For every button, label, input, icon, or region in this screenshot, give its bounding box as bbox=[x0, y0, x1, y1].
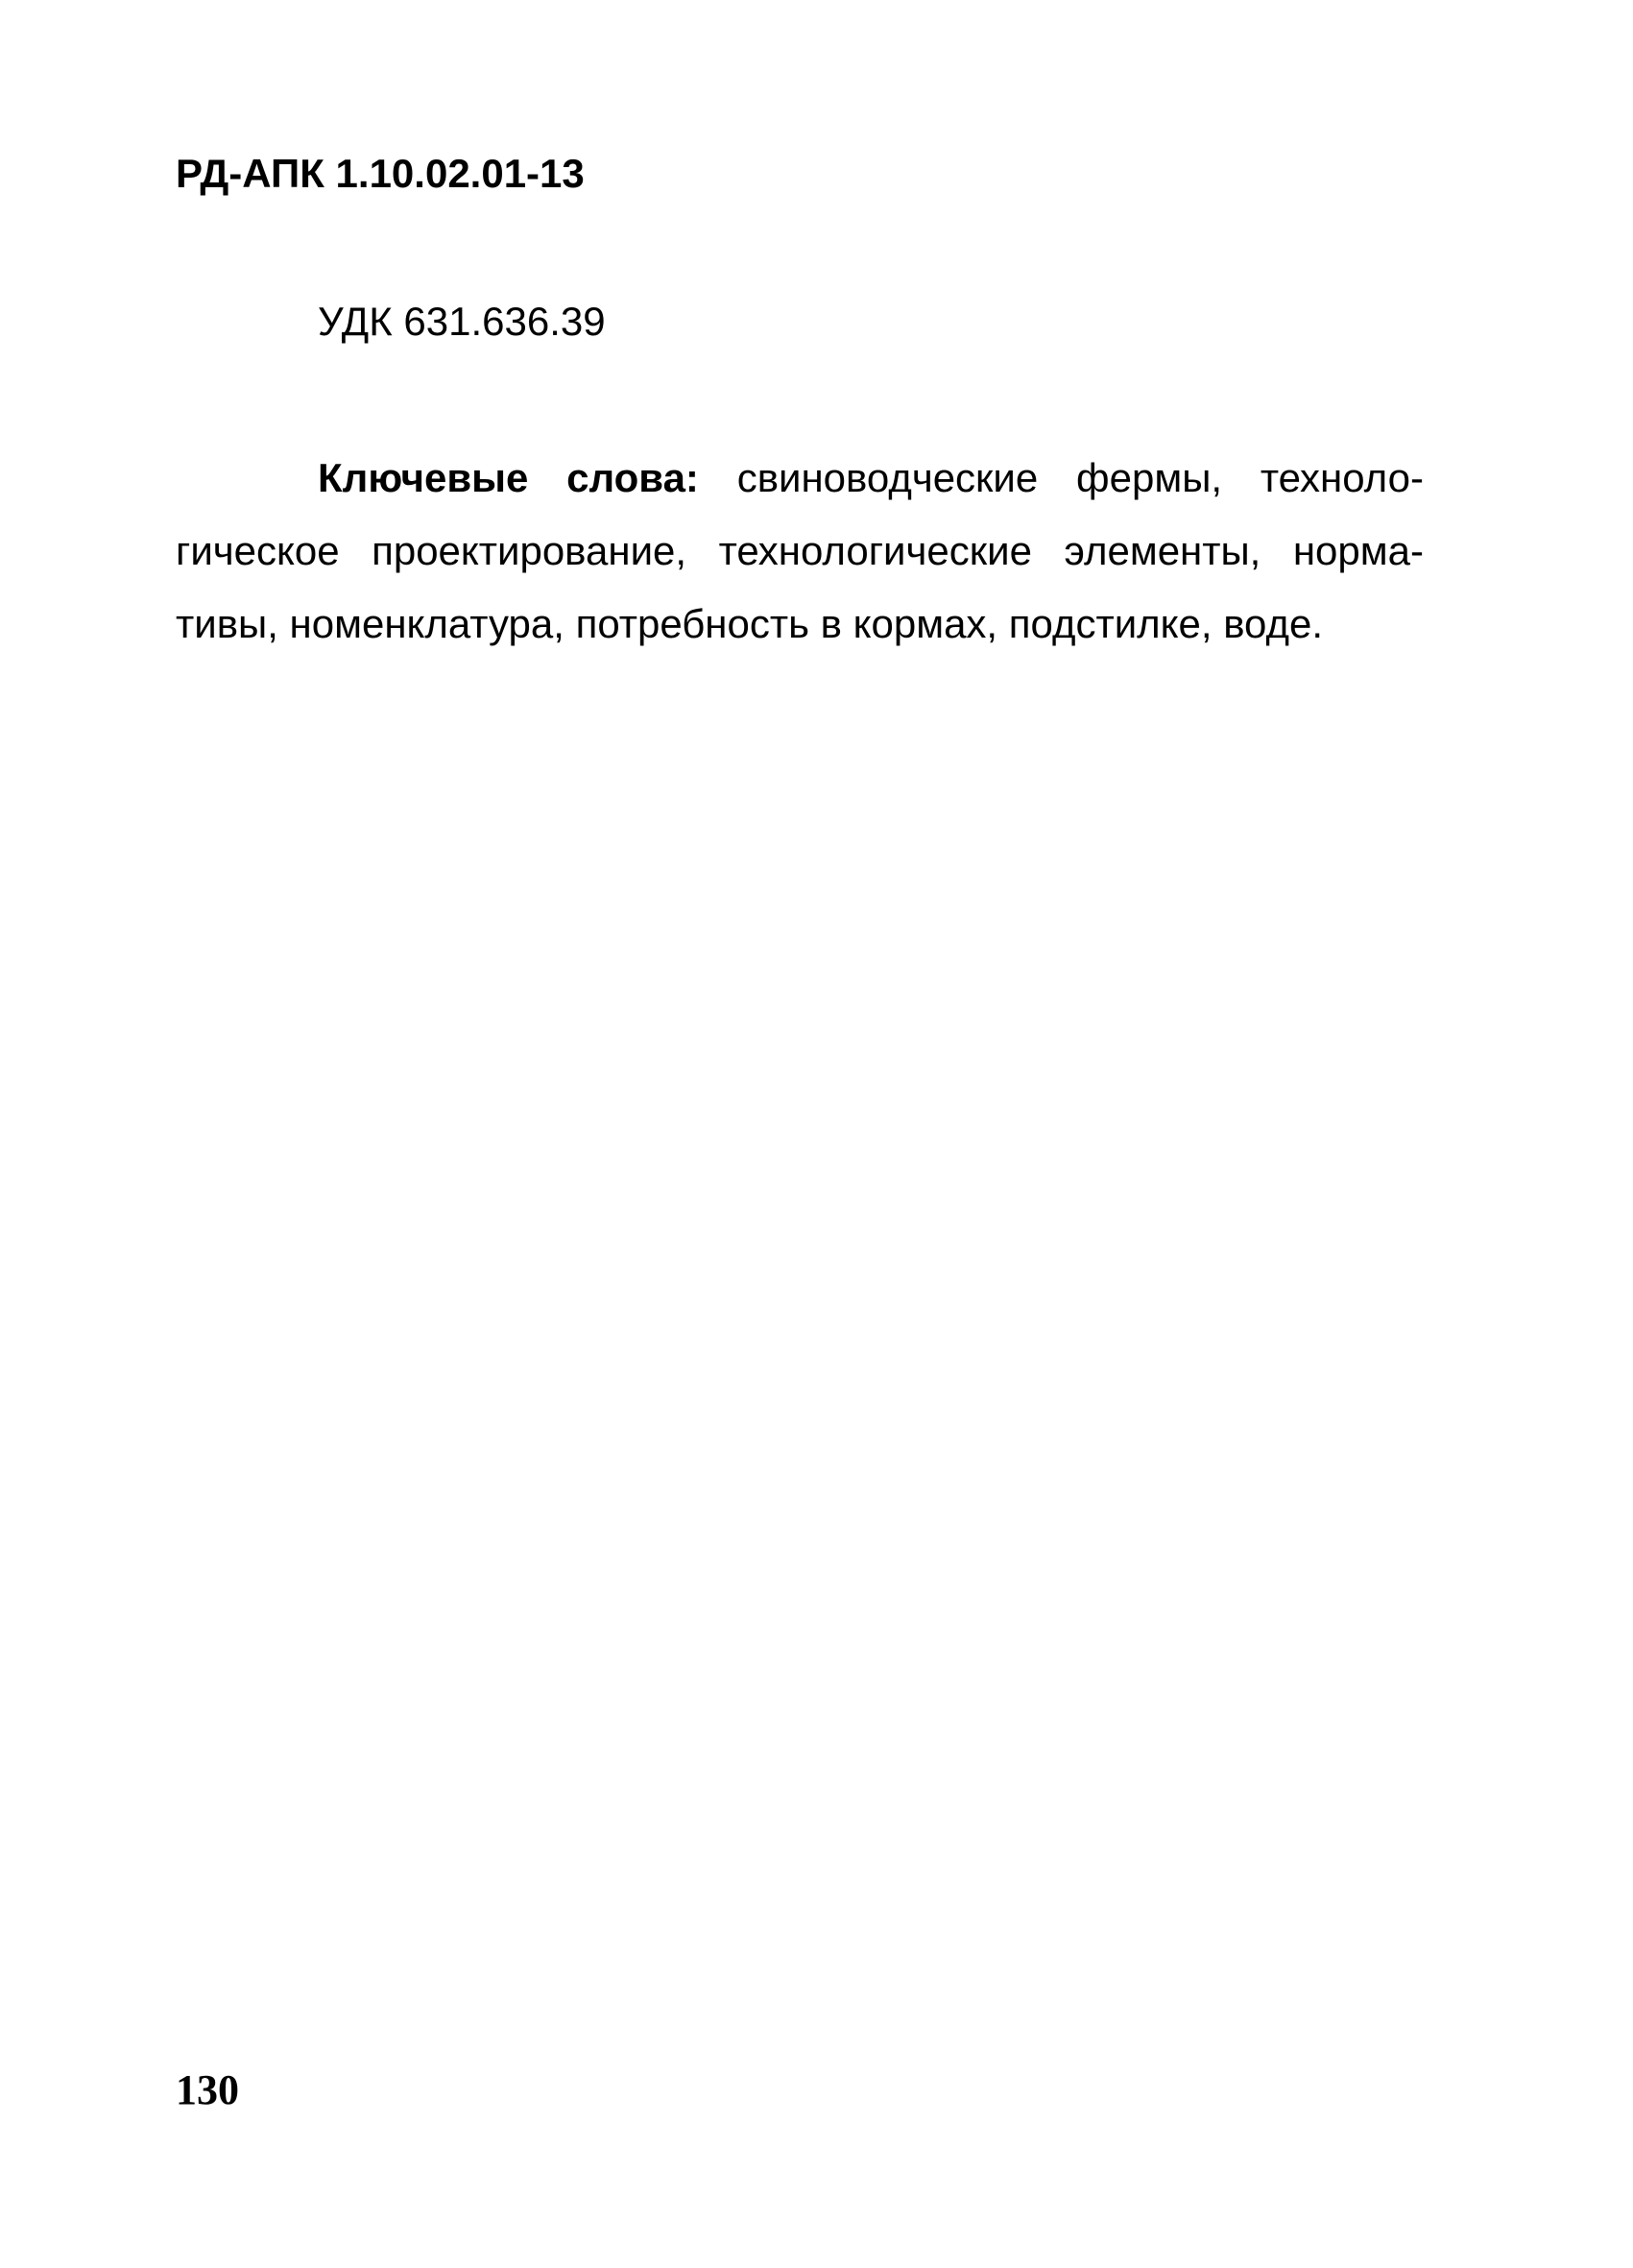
document-code: РД-АПК 1.10.02.01-13 bbox=[176, 151, 585, 196]
keywords-text-1: свиноводческие фермы, техноло- bbox=[698, 455, 1424, 500]
page-number: 130 bbox=[176, 2066, 239, 2113]
keywords-line-3: тивы, номенклатура, потребность в кормах, подстилке, воде. bbox=[176, 601, 1324, 646]
keywords-paragraph bbox=[176, 442, 1424, 661]
udc-code: УДК 631.636.39 bbox=[318, 299, 606, 344]
keywords-label: Ключевые слова: bbox=[318, 455, 699, 500]
keywords-line-2: гическое проектирование, технологические элементы, норма- bbox=[176, 528, 1424, 573]
keywords-line-1 bbox=[176, 442, 1424, 515]
